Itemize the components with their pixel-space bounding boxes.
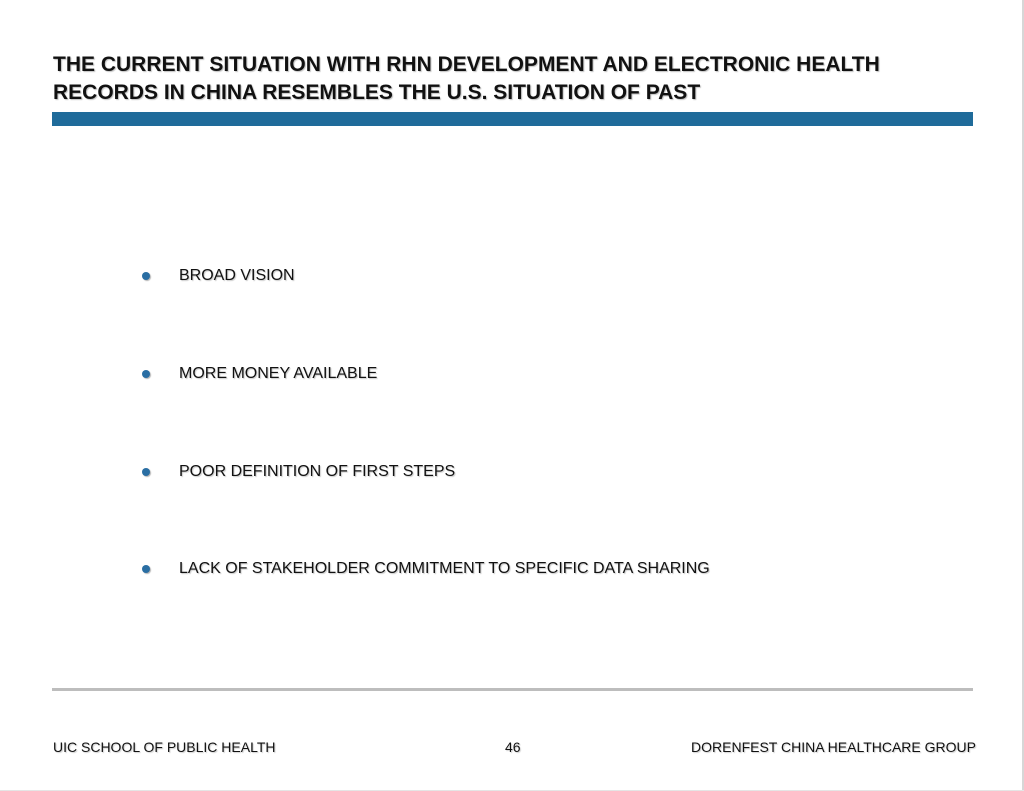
bullet-dot-icon [142, 370, 150, 378]
title-accent-bar [52, 112, 973, 126]
page-number: 46 [505, 739, 521, 755]
bullet-text: BROAD VISION [179, 267, 295, 284]
slide-title-line-1: THE CURRENT SITUATION WITH RHN DEVELOPMENT AND ELECTRONIC HEALTH [53, 53, 880, 76]
bullet-dot-icon [142, 468, 150, 476]
bullet-dot-icon [142, 272, 150, 280]
footer-divider [52, 688, 973, 691]
slide-title [53, 51, 983, 107]
bullet-text: POOR DEFINITION OF FIRST STEPS [179, 463, 456, 480]
footer-right-text: DORENFEST CHINA HEALTHCARE GROUP [691, 739, 976, 755]
slide-title-line-2: RECORDS IN CHINA RESEMBLES THE U.S. SITUATION OF PAST [53, 81, 701, 104]
bullet-item [142, 264, 295, 288]
bullet-item [142, 557, 710, 581]
footer-left-text: UIC SCHOOL OF PUBLIC HEALTH [53, 739, 276, 755]
bullet-item [142, 362, 377, 386]
bullet-item [142, 460, 455, 484]
bullet-text: LACK OF STAKEHOLDER COMMITMENT TO SPECIFIC DATA SHARING [179, 560, 710, 577]
bullet-dot-icon [142, 565, 150, 573]
bullet-text: MORE MONEY AVAILABLE [179, 365, 378, 382]
